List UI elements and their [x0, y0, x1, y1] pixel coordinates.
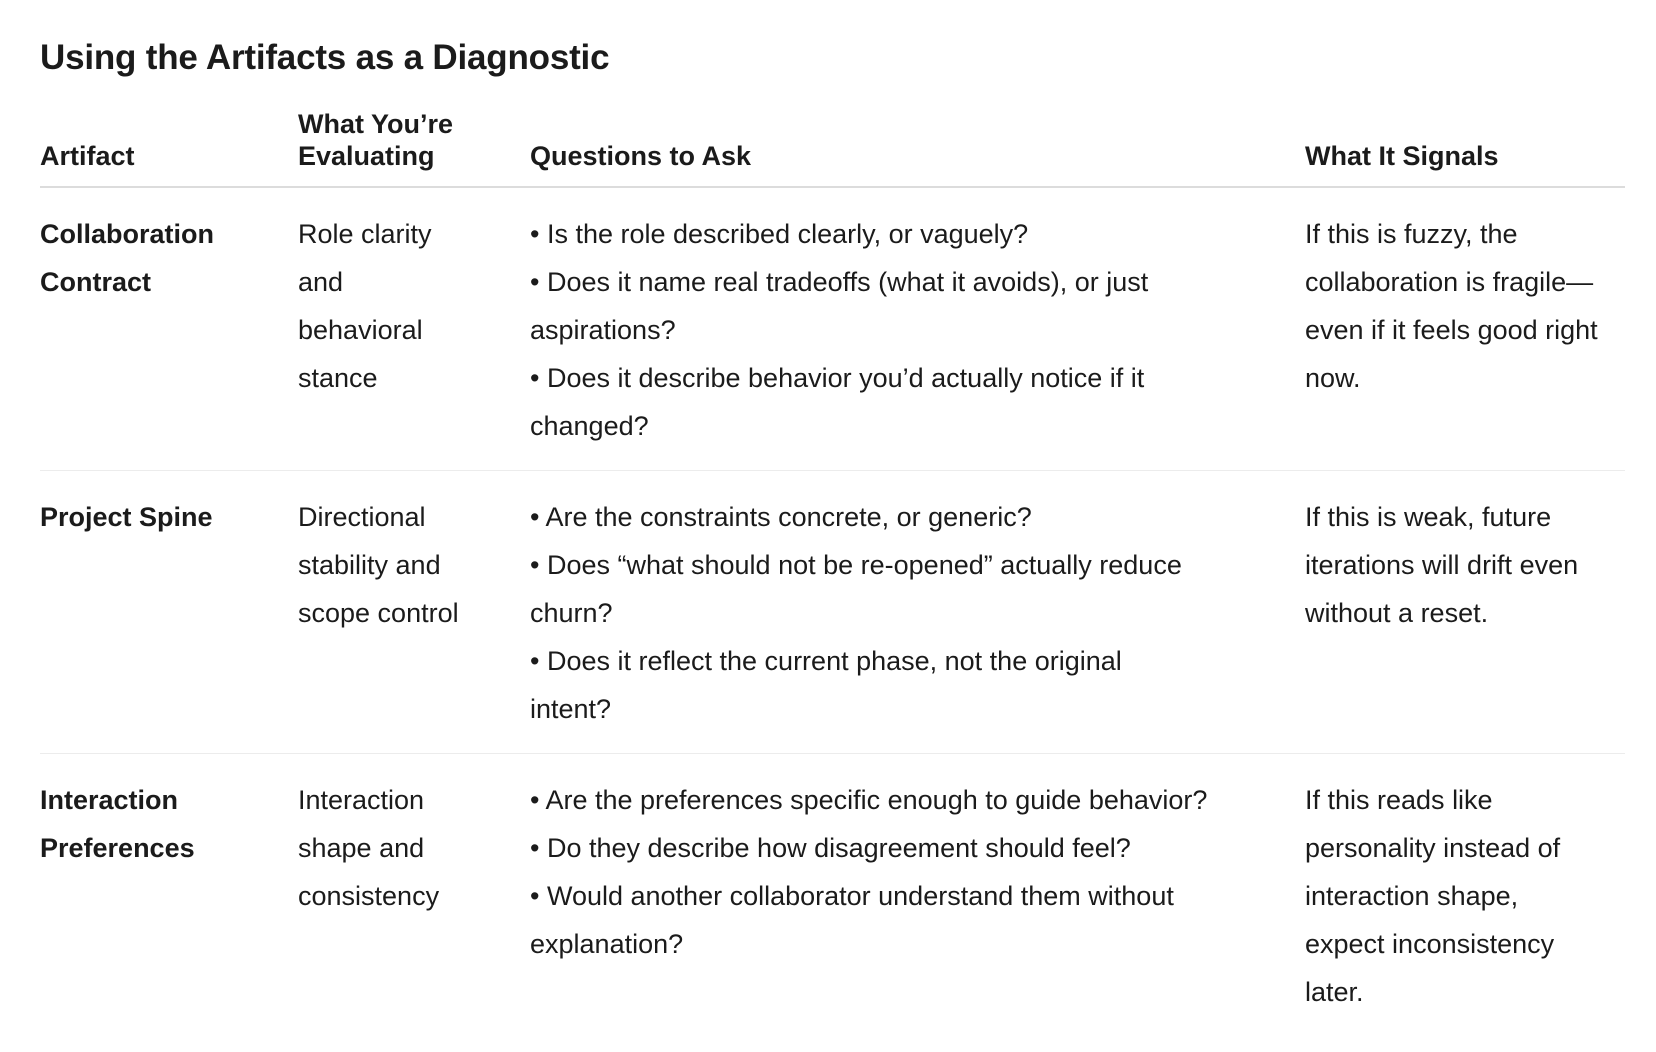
cell-signals: If this is weak, future iterations will drift even without a reset. — [1305, 471, 1625, 754]
cell-signals: If this is fuzzy, the collaboration is fragile—even if it feels good right now. — [1305, 187, 1625, 471]
question-item: • Does it name real tradeoffs (what it avoids), or just aspirations? — [530, 267, 1149, 345]
question-item: • Does it reflect the current phase, not the original intent? — [530, 646, 1122, 724]
cell-evaluating: Role clarity and behavioral stance — [298, 187, 530, 471]
question-item: • Are the constraints concrete, or generic? — [530, 502, 1032, 532]
question-item: • Do they describe how disagreement should feel? — [530, 833, 1131, 863]
header-signals: What It Signals — [1305, 108, 1625, 187]
table-header-row — [40, 108, 1625, 187]
question-item: • Does “what should not be re-opened” actually reduce churn? — [530, 550, 1182, 628]
cell-evaluating: Directional stability and scope control — [298, 471, 530, 754]
cell-artifact: Project Spine — [40, 471, 298, 754]
table-row — [40, 187, 1625, 471]
table-row — [40, 754, 1625, 1037]
header-artifact: Artifact — [40, 108, 298, 187]
table-row — [40, 471, 1625, 754]
cell-signals: If this reads like personality instead of interaction shape, expect inconsistency later. — [1305, 785, 1561, 1007]
header-questions: Questions to Ask — [530, 108, 1305, 187]
cell-questions — [530, 471, 1305, 754]
cell-questions — [530, 754, 1305, 1037]
cell-artifact: Collaboration Contract — [40, 187, 298, 471]
header-evaluating: What You’re Evaluating — [298, 108, 530, 187]
question-item: • Are the preferences specific enough to guide behavior? — [530, 785, 1208, 815]
cell-evaluating: Interaction shape and consistency — [298, 785, 440, 911]
question-item: • Would another collaborator understand them without explanation? — [530, 881, 1174, 959]
section-title: Using the Artifacts as a Diagnostic — [40, 38, 610, 77]
cell-artifact: Interaction Preferences — [40, 785, 195, 863]
diagnostic-table — [40, 108, 1625, 1036]
cell-questions — [530, 187, 1305, 471]
question-item: • Does it describe behavior you’d actually notice if it changed? — [530, 363, 1145, 441]
question-item: • Is the role described clearly, or vaguely? — [530, 219, 1029, 249]
